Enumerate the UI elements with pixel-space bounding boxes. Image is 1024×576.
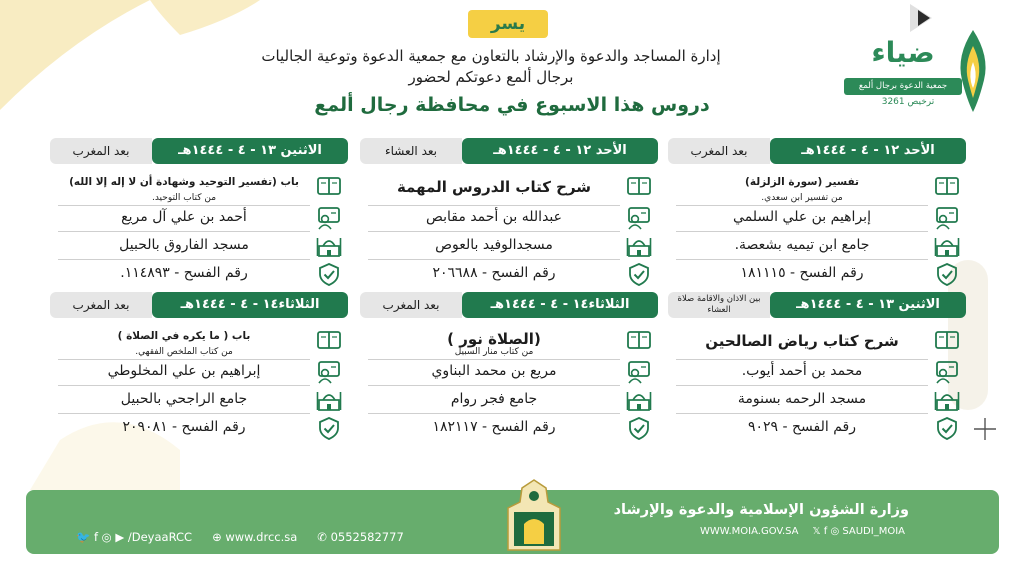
twitter-icon: 𝕏 f ◎: [812, 526, 843, 537]
lesson-title: باب (تفسير التوحيد وشهادة أن لا إله إلا الله): [69, 176, 299, 188]
teacher-icon: [316, 206, 342, 230]
mosque-row: [668, 388, 966, 414]
card-header: [668, 138, 966, 164]
row-divider: [676, 259, 928, 260]
lesson-title-row: [360, 174, 658, 206]
social-link[interactable]: [76, 530, 192, 544]
shield-check-icon: [934, 416, 960, 440]
mosque-row: [360, 388, 658, 414]
ministry-site-link[interactable]: WWW.MOIA.GOV.SA: [699, 526, 799, 537]
card-header: [360, 292, 658, 318]
social-handle: /DeyaaRCC: [127, 530, 193, 544]
mosque-icon: [934, 234, 960, 258]
lesson-title: (الصلاة نور ): [447, 330, 541, 348]
permit-row: [668, 416, 966, 442]
mosque-row: [360, 234, 658, 260]
lesson-date: الاثنين ١٣ - ٤ - ١٤٤٤هـ: [152, 138, 348, 164]
book-icon: [316, 174, 342, 198]
permit-number: رقم الفسح - ٢٠٩٠٨١: [122, 419, 246, 435]
ministry-seal-icon: [498, 478, 570, 554]
lesson-title: تفسير (سورة الزلزلة): [745, 176, 859, 188]
permit-number: رقم الفسح - ١١٤٨٩٣.: [120, 265, 248, 281]
permit-row: [50, 416, 348, 442]
row-divider: [58, 413, 310, 414]
teacher-name: محمد بن أحمد أيوب.: [741, 363, 863, 379]
shield-check-icon: [316, 416, 342, 440]
permit-number: رقم الفسح - ٢٠٦٦٨٨: [432, 265, 556, 281]
intro-text: إدارة المساجد والدعوة والإرشاد بالتعاون مع جمعية الدعوة وتوعية الجاليات برجال ألمع دعوتكم لحضور: [261, 47, 721, 86]
lesson-source: من تفسير ابن سعدي.: [761, 193, 843, 203]
logo-ribbon: جمعية الدعوة برجال ألمع: [844, 78, 962, 95]
card-header: [360, 138, 658, 164]
teacher-icon: [316, 360, 342, 384]
lesson-title-row: [668, 174, 966, 206]
row-divider: [676, 231, 928, 232]
lesson-title: شرح كتاب الدروس المهمة: [396, 178, 592, 196]
teacher-name: مريع بن محمد البناوي: [431, 363, 557, 379]
permit-row: [50, 262, 348, 288]
shield-check-icon: [934, 262, 960, 286]
website-url: www.drcc.sa: [225, 530, 298, 544]
website-link[interactable]: [212, 530, 297, 544]
lesson-card: [668, 138, 966, 281]
teacher-name: إبراهيم بن علي السلمي: [733, 209, 871, 225]
social-icons: 🐦 f ◎ ▶: [76, 530, 128, 544]
row-divider: [368, 413, 620, 414]
row-divider: [58, 385, 310, 386]
lesson-date: الاثنين ١٣ - ٤ - ١٤٤٤هـ: [770, 292, 966, 318]
lesson-card: [360, 138, 658, 281]
permit-number: رقم الفسح - ٩٠٢٩: [747, 419, 856, 435]
book-icon: [934, 174, 960, 198]
lesson-title-row: [360, 328, 658, 360]
mosque-icon: [316, 388, 342, 412]
lesson-date: الثلاثاء١٤ - ٤ - ١٤٤٤هـ: [152, 292, 348, 318]
lesson-source: من كتاب التوحيد.: [151, 193, 217, 203]
teacher-row: [668, 360, 966, 386]
globe-icon: ⊕: [212, 530, 226, 544]
phone-link[interactable]: [317, 530, 403, 544]
phone-icon: ✆: [317, 530, 331, 544]
permit-number: رقم الفسح - ١٨١١١٥: [740, 265, 864, 281]
book-icon: [626, 328, 652, 352]
mosque-name: مسجد الرحمه بسنومة: [737, 391, 867, 407]
row-divider: [368, 231, 620, 232]
teacher-row: [50, 360, 348, 386]
mosque-row: [50, 234, 348, 260]
lesson-time: بين الاذان والاقامة صلاة العشاء: [668, 292, 770, 318]
mosque-icon: [934, 388, 960, 412]
lesson-title-row: [50, 174, 348, 206]
teacher-icon: [626, 206, 652, 230]
lesson-time: بعد المغرب: [668, 138, 770, 164]
ministry-handle: SAUDI_MOIA: [842, 526, 905, 537]
teacher-name: إبراهيم بن علي المخلوطي: [107, 363, 261, 379]
lesson-time: بعد المغرب: [360, 292, 462, 318]
permit-row: [360, 262, 658, 288]
lesson-date: الأحد ١٢ - ٤ - ١٤٤٤هـ: [770, 138, 966, 164]
mosque-name: جامع ابن تيميه بشعصة.: [734, 237, 870, 253]
mosque-name: جامع الراجحي بالحبيل: [120, 391, 248, 407]
permit-row: [668, 262, 966, 288]
card-header: [50, 292, 348, 318]
teacher-row: [50, 206, 348, 232]
ministry-handle-link[interactable]: [813, 526, 905, 537]
row-divider: [368, 385, 620, 386]
mosque-name: مسجد الفاروق بالحبيل: [119, 237, 249, 253]
book-icon: [316, 328, 342, 352]
mosque-name: مسجدالوفيد بالعوص: [435, 237, 553, 253]
permit-number: رقم الفسح - ١٨٢١١٧: [432, 419, 556, 435]
lesson-source: من كتاب منار السبيل: [454, 347, 534, 357]
row-divider: [676, 413, 928, 414]
lesson-card: [50, 138, 348, 281]
lesson-date: الأحد ١٢ - ٤ - ١٤٤٤هـ: [462, 138, 658, 164]
book-icon: [934, 328, 960, 352]
contact-line: [76, 530, 404, 544]
lesson-title-row: [50, 328, 348, 360]
shield-check-icon: [626, 262, 652, 286]
teacher-icon: [934, 360, 960, 384]
lesson-card: [50, 292, 348, 435]
lesson-time: بعد المغرب: [50, 292, 152, 318]
teacher-name: أحمد بن علي آل مريع: [121, 209, 247, 225]
lesson-source: من كتاب الملخص الفقهي.: [135, 347, 233, 357]
shield-check-icon: [626, 416, 652, 440]
deyaa-logo: [842, 28, 992, 116]
flame-icon: [954, 28, 992, 114]
mosque-row: [50, 388, 348, 414]
lesson-title: باب ( ما يكره في الصلاة ): [117, 330, 251, 342]
teacher-icon: [934, 206, 960, 230]
mosque-icon: [316, 234, 342, 258]
teacher-name: عبدالله بن أحمد مقابص: [425, 209, 562, 225]
lesson-date: الثلاثاء١٤ - ٤ - ١٤٤٤هـ: [462, 292, 658, 318]
mosque-row: [668, 234, 966, 260]
row-divider: [676, 385, 928, 386]
ministry-name: وزارة الشؤون الإسلامية والدعوة والإرشاد: [613, 502, 909, 518]
row-divider: [58, 231, 310, 232]
card-header: [50, 138, 348, 164]
row-divider: [58, 259, 310, 260]
teacher-icon: [626, 360, 652, 384]
lesson-title: شرح كتاب رياض الصالحين: [705, 332, 899, 350]
logo-name: ضياء: [871, 36, 935, 69]
card-header: [668, 292, 966, 318]
mosque-icon: [626, 388, 652, 412]
teacher-row: [360, 360, 658, 386]
permit-row: [360, 416, 658, 442]
mosque-name: جامع فجر روام: [450, 391, 538, 407]
logo-license: ترخيص 3261: [881, 97, 935, 107]
lesson-time: بعد العشاء: [360, 138, 462, 164]
announce-tag: يسر: [468, 10, 548, 38]
lesson-card: [360, 292, 658, 435]
ministry-links: [700, 526, 905, 537]
mosque-icon: [626, 234, 652, 258]
footer: [26, 490, 999, 554]
teacher-row: [668, 206, 966, 232]
lesson-time: بعد المغرب: [50, 138, 152, 164]
book-icon: [626, 174, 652, 198]
shield-check-icon: [316, 262, 342, 286]
lesson-title-row: [668, 328, 966, 360]
teacher-row: [360, 206, 658, 232]
page-title: دروس هذا الاسبوع في محافظة رجال ألمع: [314, 94, 710, 116]
lesson-card: [668, 292, 966, 435]
phone-number: 0552582777: [330, 530, 404, 544]
row-divider: [368, 259, 620, 260]
